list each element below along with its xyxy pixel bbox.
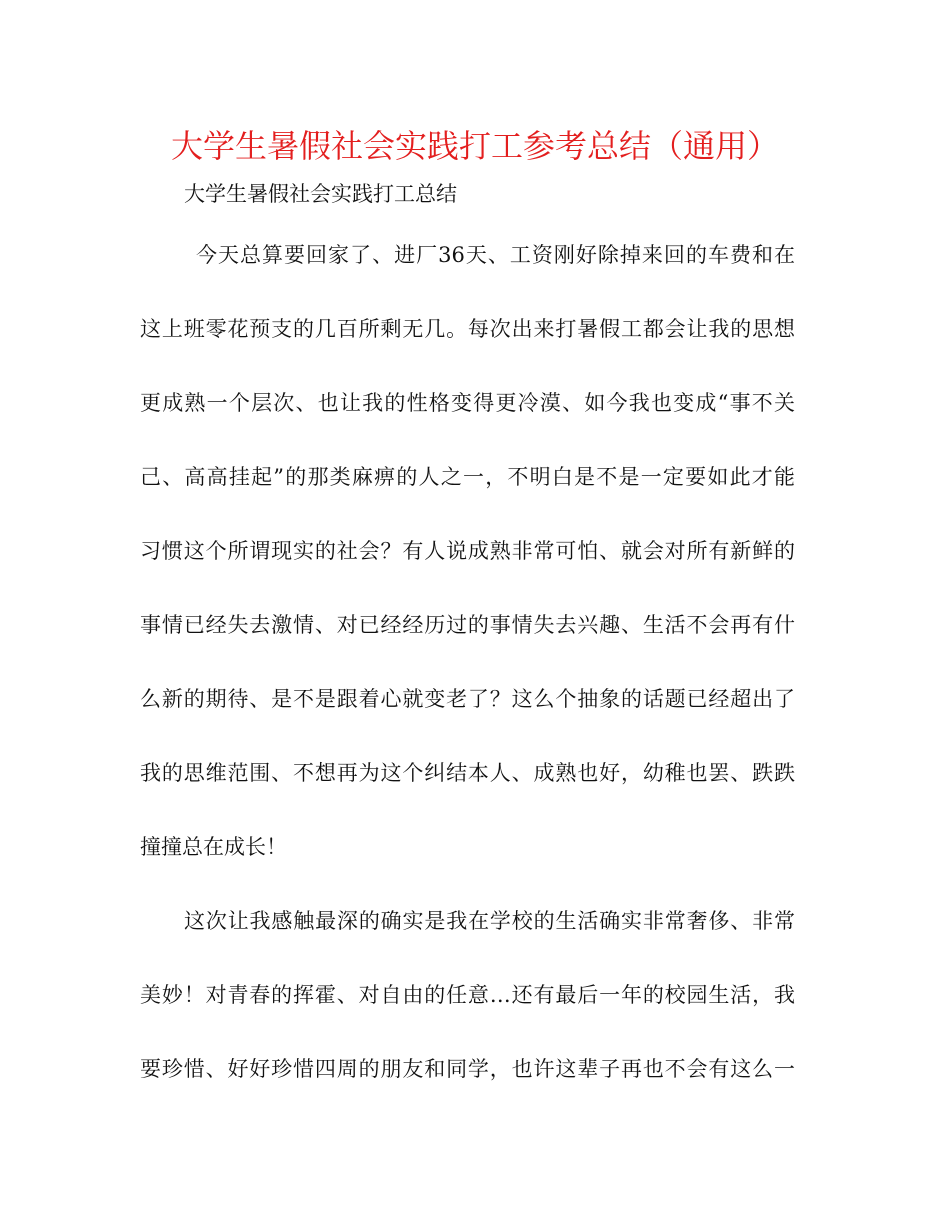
paragraph-line: 今天总算要回家了、进厂36天、工资刚好除掉来回的车费和在 bbox=[196, 243, 795, 267]
paragraph-line: 己、高高挂起”的那类麻痹的人之一，不明白是不是一定要如此才能 bbox=[140, 465, 795, 489]
paragraph-line: 我的思维范围、不想再为这个纠结本人、成熟也好，幼稚也罢、跌跌 bbox=[140, 761, 795, 785]
paragraph-line: 要珍惜、好好珍惜四周的朋友和同学，也许这辈子再也不会有这么一 bbox=[140, 1057, 795, 1081]
paragraph-line: 更成熟一个层次、也让我的性格变得更冷漠、如今我也变成“事不关 bbox=[140, 391, 795, 415]
paragraph-line: 么新的期待、是不是跟着心就变老了？这么个抽象的话题已经超出了 bbox=[140, 687, 795, 711]
paragraph-line: 这次让我感触最深的确实是我在学校的生活确实非常奢侈、非常 bbox=[184, 909, 795, 933]
document-title: 大学生暑假社会实践打工参考总结（通用） bbox=[170, 127, 779, 165]
paragraph-line: 这上班零花预支的几百所剩无几。每次出来打暑假工都会让我的思想 bbox=[140, 317, 795, 341]
document-subtitle: 大学生暑假社会实践打工总结 bbox=[184, 182, 457, 206]
paragraph-line: 事情已经失去激情、对已经经历过的事情失去兴趣、生活不会再有什 bbox=[140, 613, 795, 637]
paragraph-line: 习惯这个所谓现实的社会？有人说成熟非常可怕、就会对所有新鲜的 bbox=[140, 539, 795, 563]
paragraph-line: 撞撞总在成长！ bbox=[140, 835, 287, 859]
paragraph-line: 美妙！对青春的挥霍、对自由的任意…还有最后一年的校园生活，我 bbox=[140, 983, 795, 1007]
